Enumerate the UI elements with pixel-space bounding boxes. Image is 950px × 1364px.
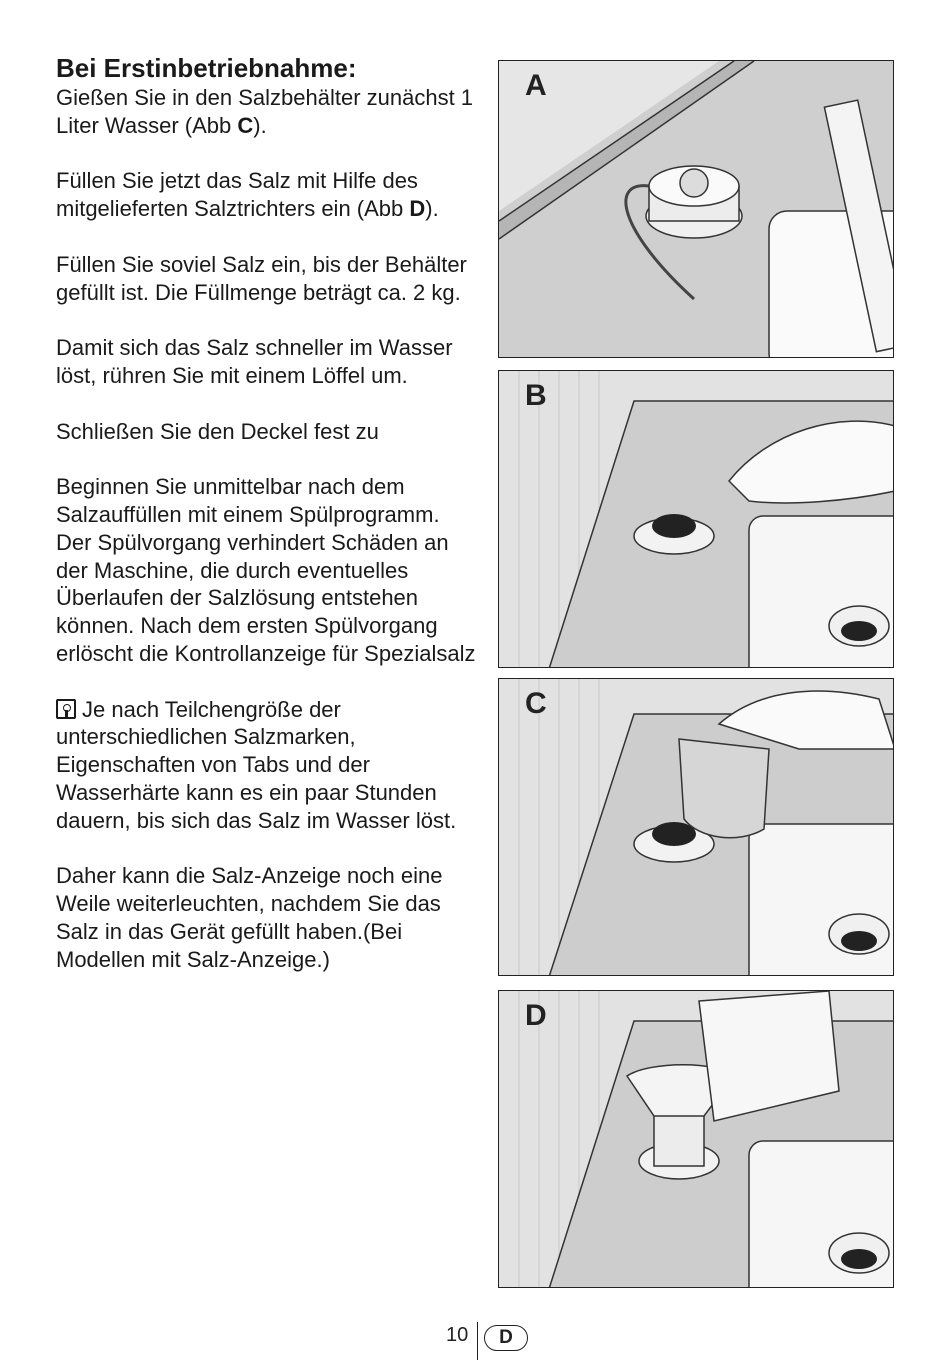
paragraph-funnel-text: Füllen Sie jetzt das Salz mit Hilfe des mitgelieferten Salztrichters ein (Abb	[56, 168, 418, 222]
figure-b-illustration	[499, 371, 894, 668]
figure-d-label: D	[525, 999, 547, 1032]
figure-ref-c: C	[237, 112, 254, 138]
figure-a-label: A	[525, 69, 547, 102]
figure-d	[498, 990, 894, 1288]
page-number: 10	[446, 1324, 469, 1346]
figure-c	[498, 678, 894, 976]
figure-a-illustration	[499, 61, 894, 358]
paragraph-funnel-end: ).	[425, 196, 439, 222]
section-heading: Bei Erstinbetriebnahme:	[56, 53, 357, 83]
paragraph-fill-amount: Füllen Sie soviel Salz ein, bis der Behälter gefüllt ist. Die Füllmenge beträgt ca. 2 kg.	[56, 251, 467, 305]
figure-ref-d: D	[409, 196, 426, 222]
info-icon	[56, 699, 76, 719]
footer-divider	[477, 1322, 478, 1360]
paragraph-water	[56, 84, 476, 140]
figure-b	[498, 370, 894, 668]
page-footer	[0, 1322, 950, 1362]
paragraph-info-note-text: Je nach Teilchengröße der unterschiedlichen Salzmarken, Eigenschaften von Tabs und der Wasserhärte kann es ein paar Stunden dauern, bis sich das Salz im Wasser löst.	[56, 696, 457, 833]
figure-a	[498, 60, 894, 358]
instruction-text-column	[56, 52, 476, 1001]
paragraph-stir: Damit sich das Salz schneller im Wasser löst, rühren Sie mit einem Löffel um.	[56, 335, 453, 388]
language-badge: D	[484, 1325, 528, 1351]
paragraph-close-lid: Schließen Sie den Deckel fest zu	[56, 418, 379, 444]
paragraph-water-text: Gießen Sie in den Salzbehälter zunächst 1 Liter Wasser (Abb	[56, 85, 474, 138]
figure-c-illustration	[499, 679, 894, 976]
figure-c-label: C	[525, 687, 547, 720]
paragraph-water-end: ).	[253, 112, 267, 138]
paragraph-info-note	[56, 696, 476, 835]
paragraph-salt-indicator: Daher kann die Salz-Anzeige noch eine Weile weiterleuchten, nachdem Sie das Salz in das Gerät gefüllt haben.(Bei Modellen mit Salz-Anzeige.)	[56, 863, 443, 972]
paragraph-start-program: Beginnen Sie unmittelbar nach dem Salzauffüllen mit einem Spülprogramm. Der Spülvorgang verhindert Schäden an der Maschine, die durch eventuelles Überlaufen der Salzlösung entstehen können. Nach dem ersten Spülvorgang erlöscht die Kontrollanzeige für Spezialsalz	[56, 474, 476, 666]
paragraph-funnel	[56, 167, 476, 223]
figure-d-illustration	[499, 991, 894, 1288]
figure-b-label: B	[525, 379, 547, 412]
